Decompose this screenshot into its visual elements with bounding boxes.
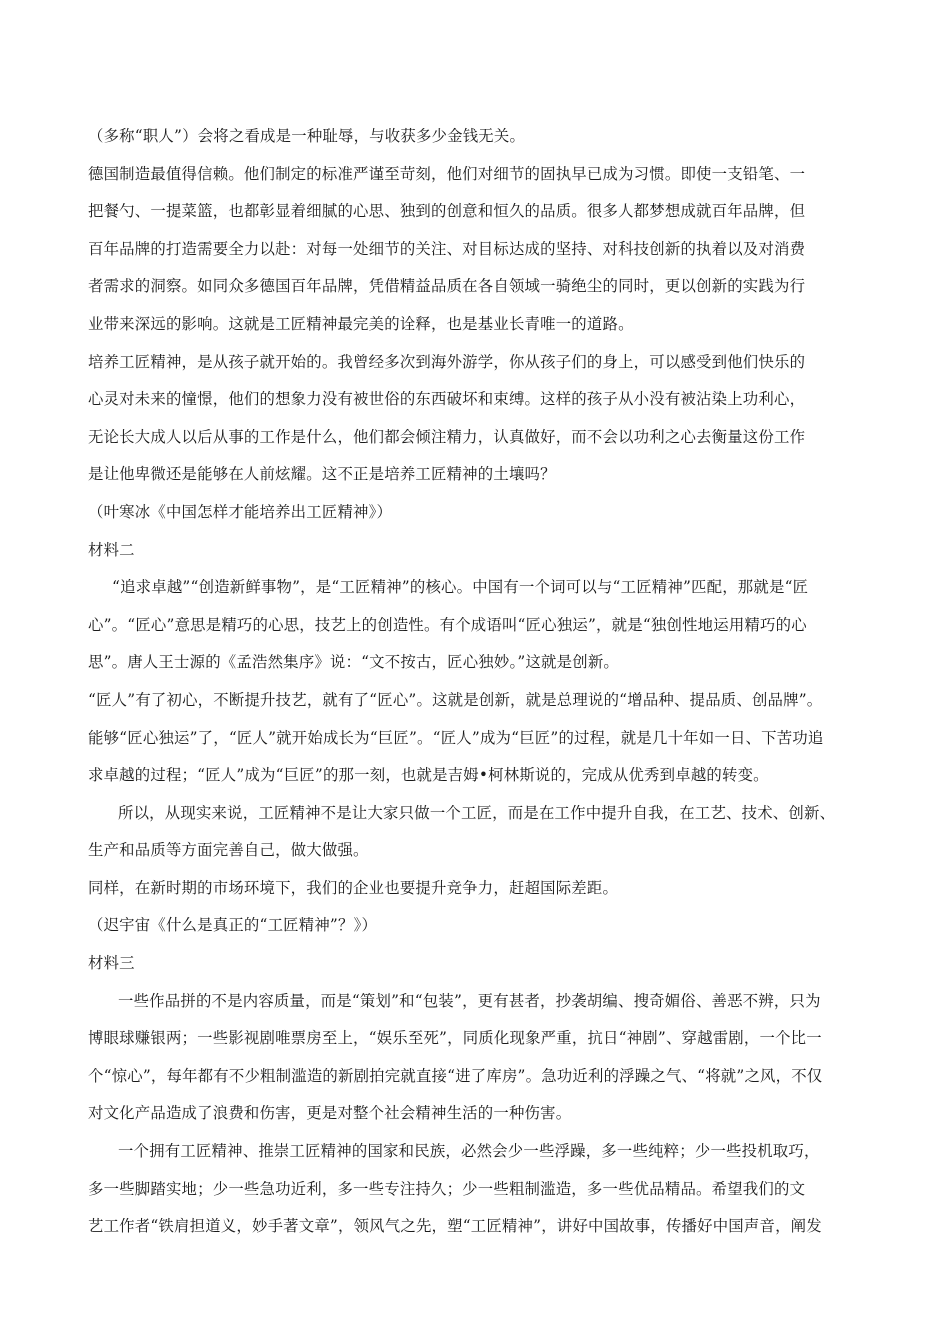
document-page <box>88 118 868 1246</box>
text-line: 能够“匠心独运”了，“匠人”就开始成长为“巨匠”。“匠人”成为“巨匠”的过程，就是几十年如一日、下苦功追 <box>88 728 824 747</box>
text-line: 把餐勺、一提菜篮，也都彰显着细腻的心思、独到的创意和恒久的品质。很多人都梦想成就百年品牌，但 <box>88 202 806 221</box>
text-line: 艺工作者“铁肩担道义，妙手著文章”，领风气之先，塑“工匠精神”，讲好中国故事，传播好中国声音，阐发 <box>88 1217 822 1236</box>
text-line: 心”。“匠心”意思是精巧的心思，技艺上的创造性。有个成语叫“匠心独运”，就是“独创性地运用精巧的心 <box>88 615 807 634</box>
text-line: “匠人”有了初心，不断提升技艺，就有了“匠心”。这就是创新，就是总理说的“增品种、提品质、创品牌”。 <box>88 690 823 709</box>
text-line: 德国制造最值得信赖。他们制定的标准严谨至苛刻，他们对细节的固执早已成为习惯。即使一支铅笔、一 <box>88 164 806 183</box>
text-line: 培养工匠精神，是从孩子就开始的。我曾经多次到海外游学，你从孩子们的身上，可以感受到他们快乐的 <box>88 352 806 371</box>
section-heading: 材料三 <box>88 954 135 973</box>
text-line: 生产和品质等方面完善自己，做大做强。 <box>88 841 369 860</box>
text-line: 是让他卑微还是能够在人前炫耀。这不正是培养工匠精神的土壤吗？ <box>88 465 556 484</box>
text-line: 求卓越的过程；“匠人”成为“巨匠”的那一刻，也就是吉姆•柯林斯说的，完成从优秀到卓越的转变。 <box>88 766 769 785</box>
text-line: 博眼球赚银两；一些影视剧唯票房至上，“娱乐至死”，同质化现象严重，抗日“神剧”、穿越雷剧，一个比一 <box>88 1029 822 1048</box>
text-line: 所以，从现实来说，工匠精神不是让大家只做一个工匠，而是在工作中提升自我，在工艺、技术、创新、 <box>118 803 836 822</box>
text-line: 个“惊心”，每年都有不少粗制滥造的新剧拍完就直接“进了库房”。急功近利的浮躁之气、“将就”之风，不仅 <box>88 1066 823 1085</box>
text-line: 者需求的洞察。如同众多德国百年品牌，凭借精益品质在各自领域一骑绝尘的同时，更以创新的实践为行 <box>88 277 806 296</box>
text-line: 心灵对未来的憧憬，他们的想象力没有被世俗的东西破坏和束缚。这样的孩子从小没有被沾染上功利心， <box>88 390 806 409</box>
source-citation: （迟宇宙《什么是真正的“工匠精神”？》） <box>88 916 378 935</box>
text-line: 同样，在新时期的市场环境下，我们的企业也要提升竞争力，赶超国际差距。 <box>88 878 619 897</box>
text-line: 对文化产品造成了浪费和伤害，更是对整个社会精神生活的一种伤害。 <box>88 1104 572 1123</box>
text-line: 多一些脚踏实地；少一些急功近利，多一些专注持久；少一些粗制滥造，多一些优品精品。希望我们的文 <box>88 1179 806 1198</box>
text-line: “追求卓越”“创造新鲜事物”，是“工匠精神”的核心。中国有一个词可以与“工匠精神”匹配，那就是“匠 <box>112 578 809 597</box>
text-line: 一个拥有工匠精神、推崇工匠精神的国家和民族，必然会少一些浮躁，多一些纯粹；少一些投机取巧， <box>118 1142 820 1161</box>
section-heading: 材料二 <box>88 540 135 559</box>
text-line: 业带来深远的影响。这就是工匠精神最完美的诠释，也是基业长青唯一的道路。 <box>88 314 634 333</box>
text-line: 一些作品拼的不是内容质量，而是“策划”和“包装”，更有甚者，抄袭胡编、搜奇媚俗、善恶不辨，只为 <box>118 991 821 1010</box>
text-line: 思”。唐人王士源的《孟浩然集序》说：“文不按古，匠心独妙。”这就是创新。 <box>88 653 619 672</box>
text-line: 无论长大成人以后从事的工作是什么，他们都会倾注精力，认真做好，而不会以功利之心去衡量这份工作 <box>88 427 806 446</box>
source-citation: （叶寒冰《中国怎样才能培养出工匠精神》） <box>88 502 393 521</box>
text-line: （多称“职人”）会将之看成是一种耻辱，与收获多少金钱无关。 <box>88 127 526 145</box>
text-line: 百年品牌的打造需要全力以赴：对每一处细节的关注、对目标达成的坚持、对科技创新的执着以及对消费 <box>88 239 806 258</box>
